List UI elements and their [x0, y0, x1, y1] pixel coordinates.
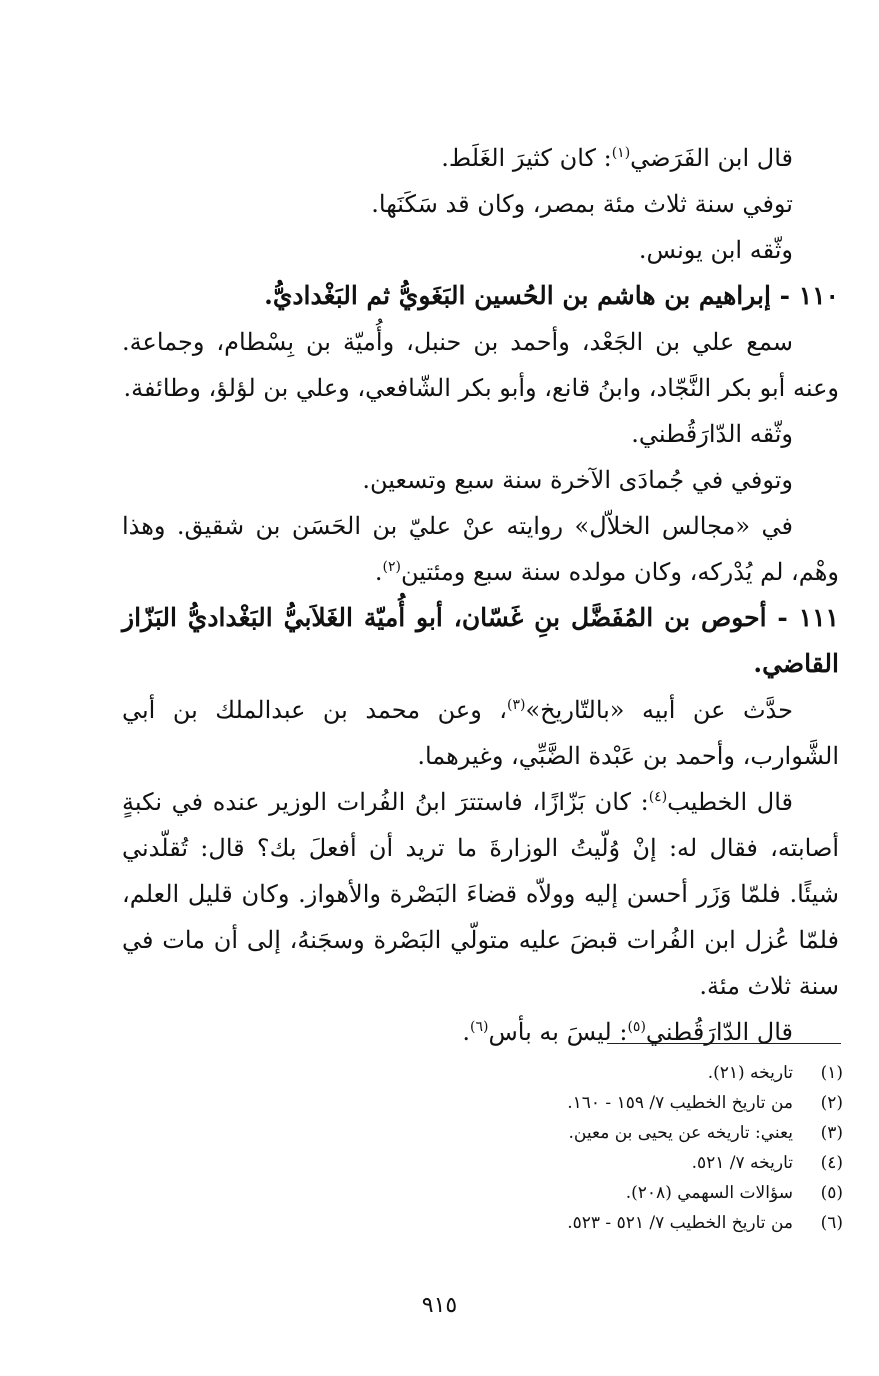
footnote-text: تاريخه (٢١).	[707, 1063, 793, 1083]
footnote-number: (٣)	[820, 1123, 843, 1143]
footnote-text: سؤالات السهمي (٢٠٨).	[625, 1183, 793, 1203]
footnote-ref: (٢)	[382, 559, 401, 575]
footnotes	[120, 1058, 843, 1238]
paragraph: حدَّث عن أبيه «بالتّاريخ»$^{(٣)}$، وعن محمد بن عبدالملك بن أبي الشَّوارب، وأحمد بن عَبْدة الضَّبِّي، وغيرهما.	[122, 696, 839, 770]
footnote	[120, 1088, 843, 1118]
footnote-number: (٢)	[820, 1093, 843, 1113]
paragraph: وتوفي في جُمادَى الآخرة سنة سبع وتسعين.	[362, 466, 793, 494]
footnote-text: من تاريخ الخطيب ٧/ ١٥٩ - ١٦٠.	[567, 1093, 793, 1113]
paragraph: في «مجالس الخلاّل» روايته عنْ عليّ بن الحَسَن بن شقيق. وهذا وهْم، لم يُدْركه، وكان مولده سنة سبع ومئتين$^{(٢)}$.	[122, 512, 839, 586]
page-number: ٩١٥	[421, 1293, 458, 1318]
footnote-text: تاريخه ٧/ ٥٢١.	[691, 1153, 793, 1173]
paragraph: وثّقه الدّارَقُطني.	[631, 420, 793, 448]
entry-heading: ١١٠ - إبراهيم بن هاشم بن الحُسين البَغَويُّ ثم البَغْداديُّ.	[264, 281, 839, 310]
paragraph: وثّقه ابن يونس.	[638, 236, 793, 264]
footnote-ref: (٦)	[470, 1019, 489, 1035]
footnote	[120, 1118, 843, 1148]
paragraph: قال ابن الفَرَضي$^{(١)}$: كان كثيرَ الغَلَط.	[441, 144, 793, 172]
paragraph: توفي سنة ثلاث مئة بمصر، وكان قد سَكَنَها.	[371, 190, 793, 218]
footnote-ref: (٤)	[648, 789, 668, 805]
footnote	[120, 1208, 843, 1238]
footnote-ref: (٥)	[627, 1019, 646, 1035]
footnote	[120, 1178, 843, 1208]
footnote-number: (١)	[820, 1063, 843, 1083]
footnote-text: يعني: تاريخه عن يحيى بن معين.	[568, 1123, 793, 1143]
footnote-ref: (٣)	[507, 697, 526, 713]
paragraph: قال الدّارَقُطني$^{(٥)}$: ليسَ به بأس$^{(٦)}$.	[462, 1018, 793, 1046]
footnote-number: (٦)	[820, 1213, 843, 1233]
footnote-number: (٤)	[820, 1153, 843, 1173]
footnote-text: من تاريخ الخطيب ٧/ ٥٢١ - ٥٢٣.	[567, 1213, 793, 1233]
footnote-divider	[607, 1043, 841, 1044]
entry-heading: ١١١ - أحوص بن المُفَضَّل بنِ غَسّان، أبو أُميّة الغَلاَبيُّ البَغْداديُّ البَزّاز القاضي.	[122, 603, 839, 678]
main-text	[122, 135, 839, 1055]
footnote	[120, 1148, 843, 1178]
footnote-number: (٥)	[820, 1183, 843, 1203]
paragraph: سمع علي بن الجَعْد، وأحمد بن حنبل، وأُميّة بن بِسْطام، وجماعة. وعنه أبو بكر النَّجّاد، وابنُ قانع، وأبو بكر الشّافعي، وعلي بن لؤلؤ، وطائفة.	[122, 328, 839, 402]
footnote-ref: (١)	[611, 145, 631, 161]
paragraph: قال الخطيب$^{(٤)}$: كان بَزّازًا، فاستترَ ابنُ الفُرات الوزير عنده في نكبةٍ أصابته، فقال له: إنْ وُلّيتُ الوزارةَ ما تريد أن أفعلَ بك؟ قال: تُقلّدني شيئًا. فلمّا وَزَر أحسن إليه وولاّه قضاءَ البَصْرة والأهواز. وكان قليل العلم، فلمّا عُزل ابن الفُرات قبضَ عليه متولّي البَصْرة وسجَنهُ، إلى أن مات في سنة ثلاث مئة.	[122, 788, 839, 1000]
footnote	[120, 1058, 843, 1088]
